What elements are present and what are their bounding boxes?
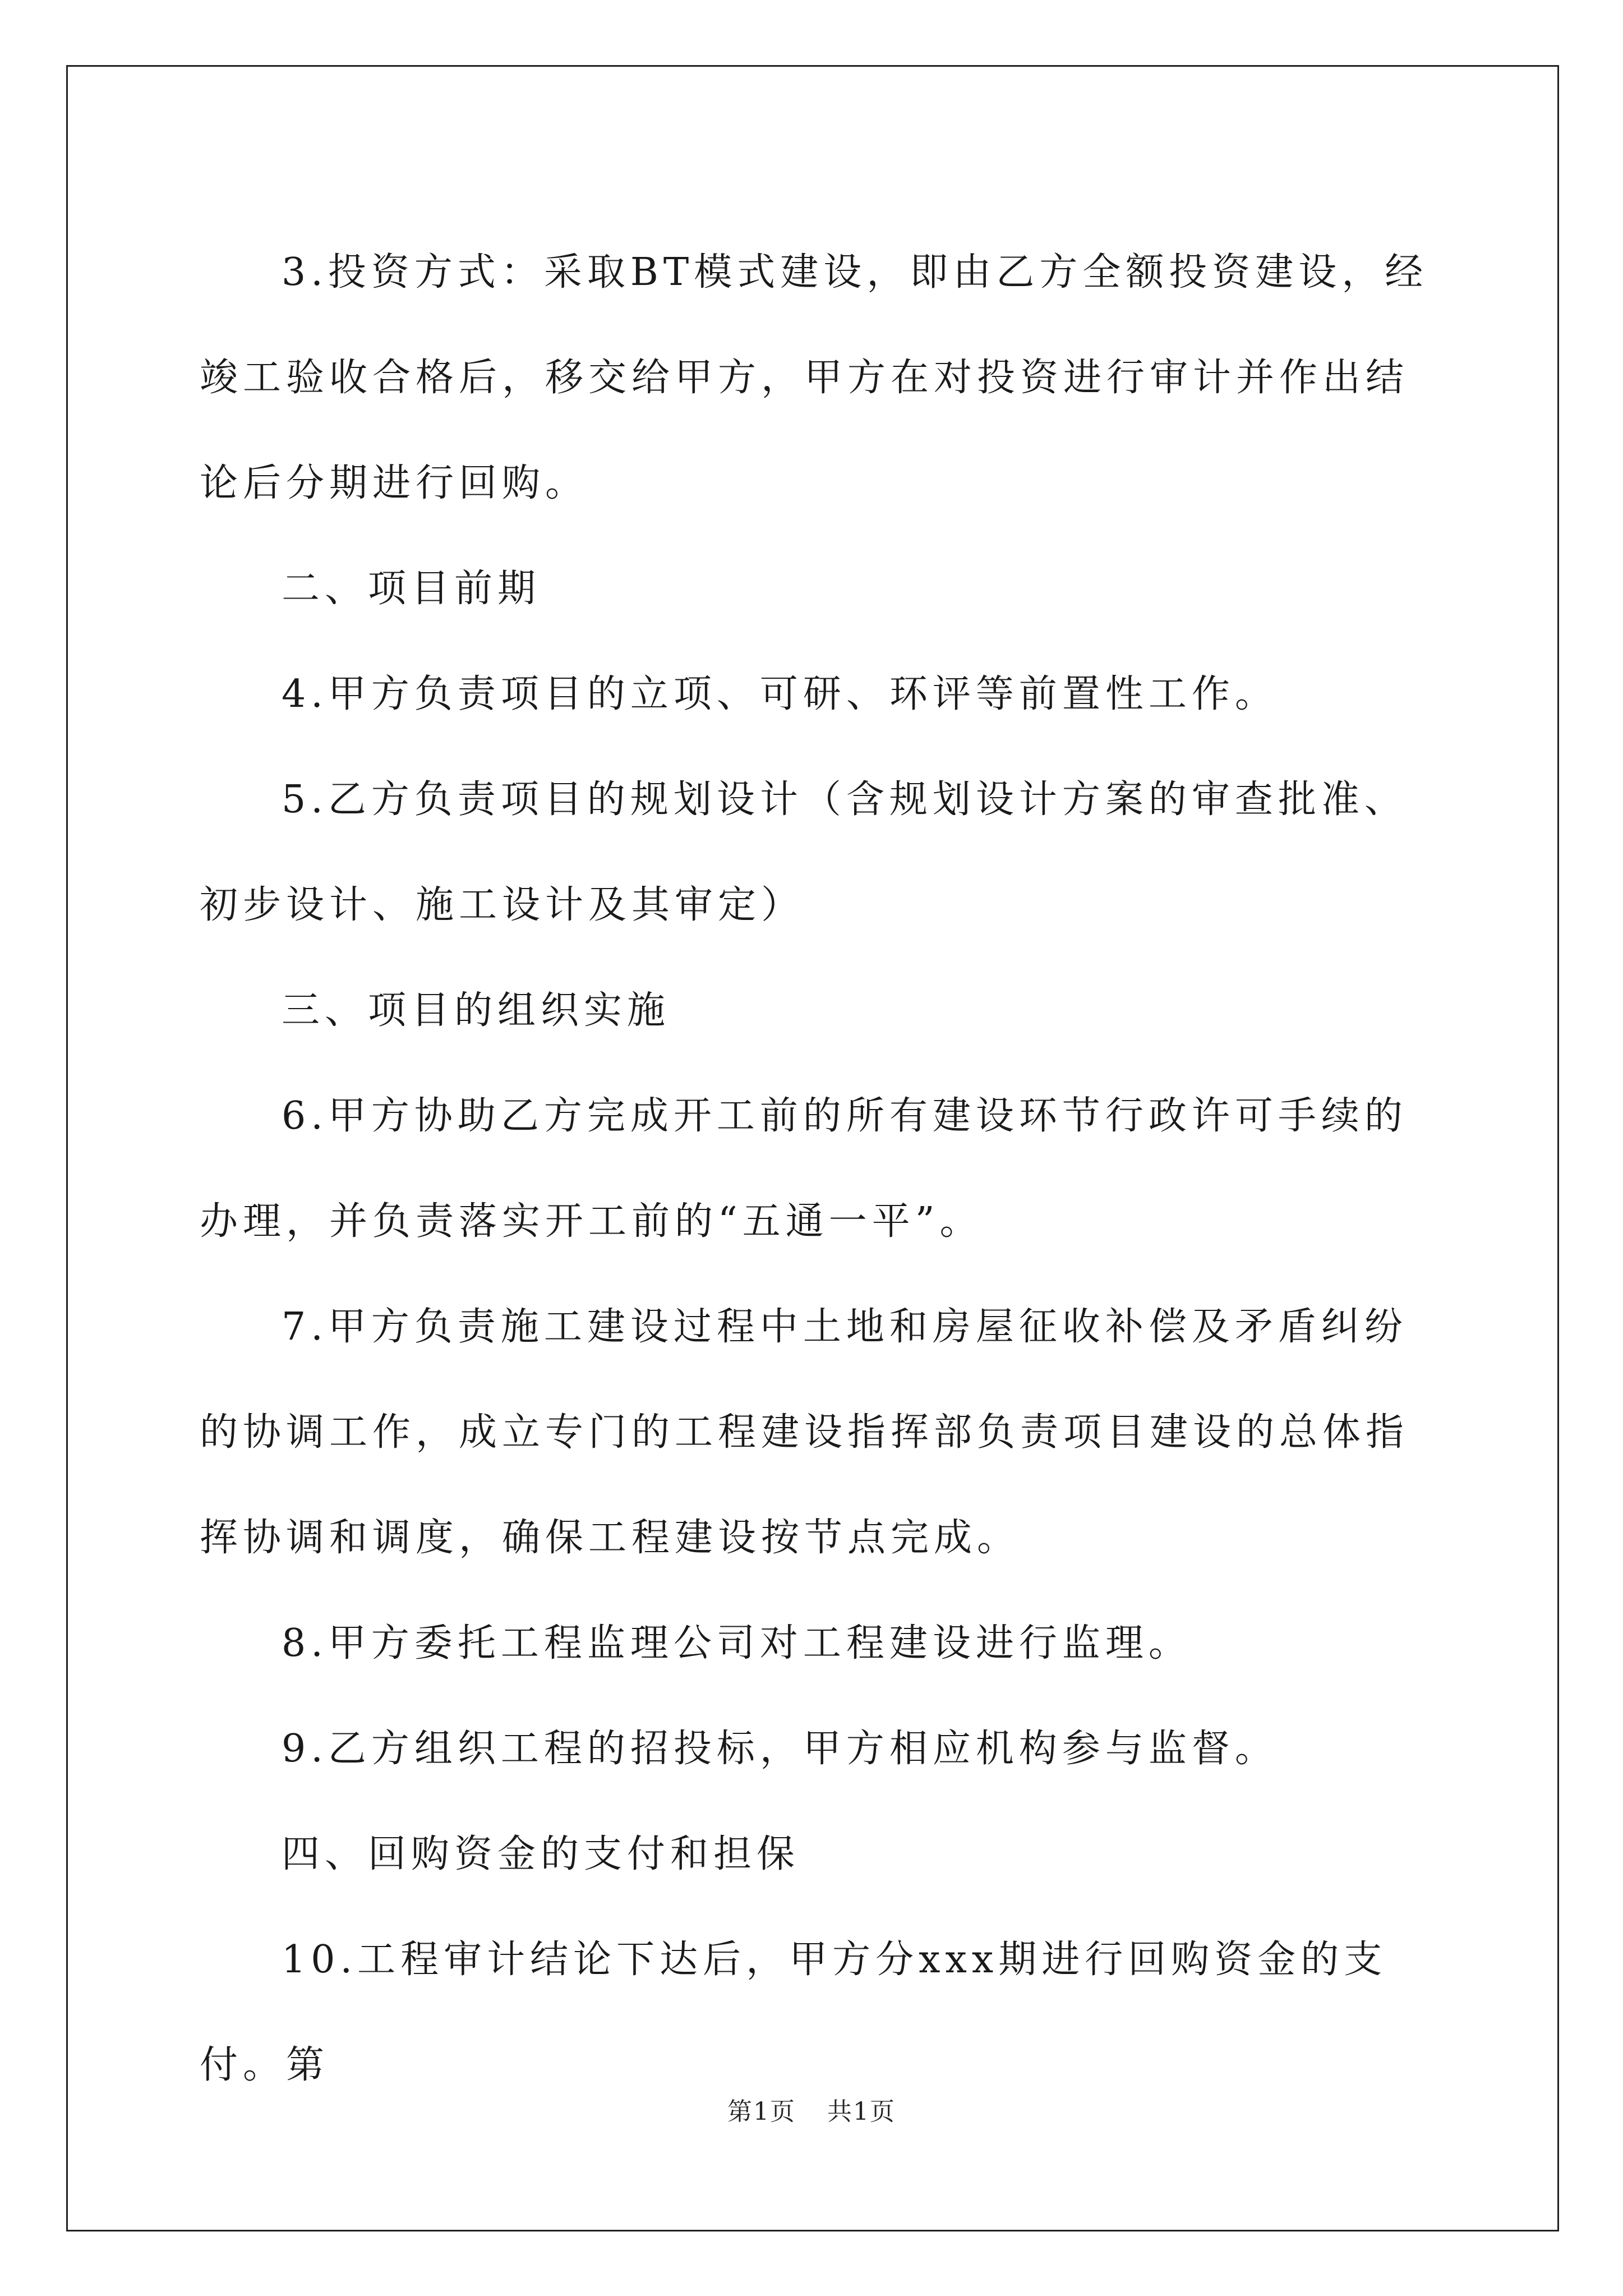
paragraph-clause-4: 4.甲方负责项目的立项、可研、环评等前置性工作。 bbox=[282, 672, 1278, 716]
section-heading-repurchase-funds: 四、回购资金的支付和担保 bbox=[282, 1832, 800, 1876]
page-footer bbox=[0, 2091, 1623, 2127]
paragraph-clause-10: 10.工程审计结论下达后，甲方分xxx期进行回购资金的支付。第 bbox=[200, 1938, 1387, 2087]
section-heading-organization: 三、项目的组织实施 bbox=[282, 988, 671, 1033]
section-heading-project-preliminary: 二、项目前期 bbox=[282, 567, 541, 611]
page-number: 第1页 bbox=[727, 2097, 796, 2126]
paragraph-clause-8: 8.甲方委托工程监理公司对工程建设进行监理。 bbox=[282, 1621, 1192, 1665]
paragraph-investment-method: 3.投资方式：采取BT模式建设，即由乙方全额投资建设，经竣工验收合格后，移交给甲方，甲方在对投资进行审计并作出结论后分期进行回购。 bbox=[200, 250, 1428, 505]
paragraph-clause-6: 6.甲方协助乙方完成开工前的所有建设环节行政许可手续的办理，并负责落实开工前的“五通一平”。 bbox=[200, 1094, 1408, 1244]
page-total: 共1页 bbox=[827, 2097, 896, 2126]
document-body bbox=[200, 220, 1431, 2118]
paragraph-clause-9: 9.乙方组织工程的招投标，甲方相应机构参与监督。 bbox=[282, 1727, 1278, 1771]
paragraph-clause-7: 7.甲方负责施工建设过程中土地和房屋征收补偿及矛盾纠纷的协调工作，成立专门的工程建设指挥部负责项目建设的总体指挥协调和调度，确保工程建设按节点完成。 bbox=[200, 1305, 1409, 1560]
paragraph-clause-5: 5.乙方负责项目的规划设计（含规划设计方案的审查批准、初步设计、施工设计及其审定） bbox=[200, 777, 1408, 927]
